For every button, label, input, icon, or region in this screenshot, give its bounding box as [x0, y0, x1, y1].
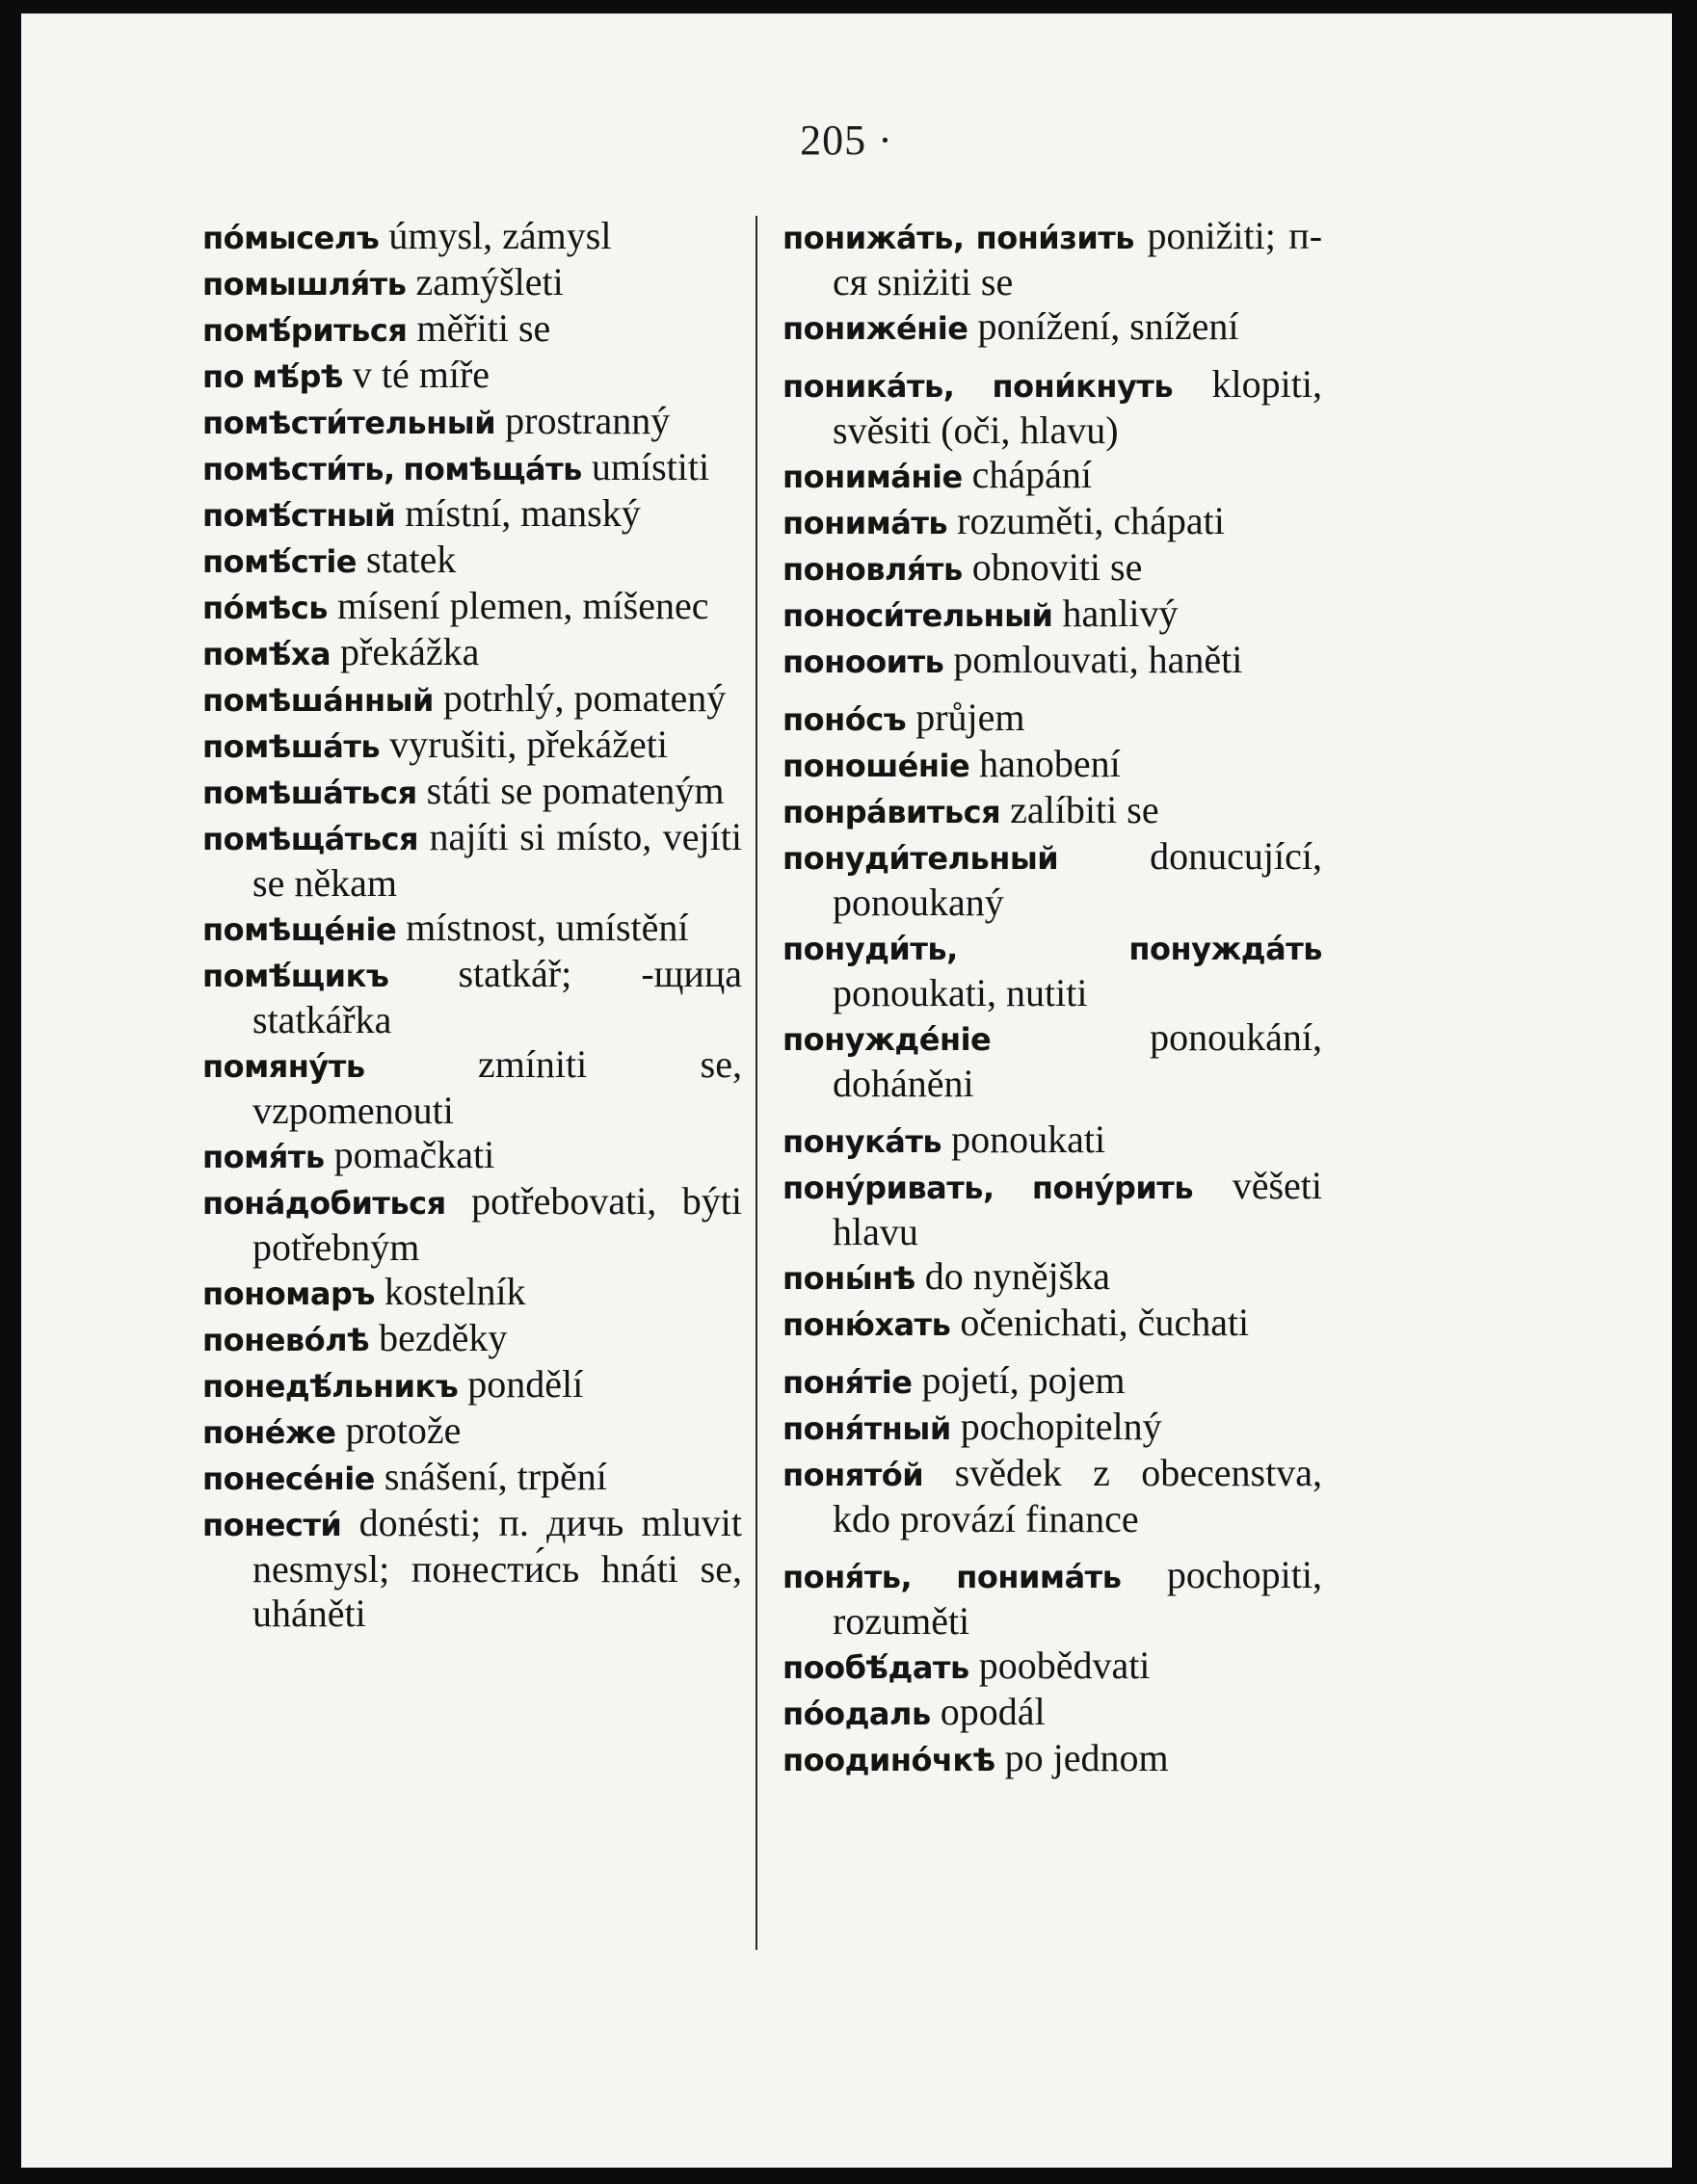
entry-translation: najíti si místo, vejíti se někam: [252, 815, 742, 905]
dictionary-entry: [202, 260, 742, 306]
dictionary-entry: [202, 1270, 742, 1316]
entry-translation: úmysl, zámysl: [388, 214, 612, 257]
entry-headword: помяну́ть: [202, 1048, 365, 1085]
entry-translation: rozuměti, chápati: [957, 499, 1225, 542]
entry-translation: věšeti hlavu: [833, 1164, 1323, 1253]
entry-headword: помя́ть: [202, 1139, 325, 1175]
entry-headword: понима́ніе: [782, 459, 963, 495]
entry-headword: понима́ть: [782, 505, 948, 541]
dictionary-entry: [782, 1690, 1322, 1736]
entry-headword: помѣсти́тельный: [202, 405, 496, 441]
entry-headword: поноси́тельный: [782, 597, 1053, 634]
dictionary-entry: [202, 1455, 742, 1501]
entry-translation: pondělí: [467, 1362, 584, 1406]
entry-translation: ponoukati: [951, 1118, 1106, 1161]
dictionary-entry: [782, 788, 1322, 834]
dictionary-entry: [202, 584, 742, 630]
entry-headword: помѣша́ть: [202, 728, 381, 765]
dictionary-entry: [782, 1301, 1322, 1347]
entry-headword: поню́хать: [782, 1306, 951, 1343]
dictionary-entry: [782, 925, 1322, 1015]
dictionary-entry: [202, 538, 742, 584]
dictionary-entry: [782, 1451, 1322, 1541]
entry-headword: по мѣ́рѣ: [202, 358, 343, 395]
dictionary-entry: [782, 834, 1322, 925]
dictionary-entry: [782, 304, 1322, 351]
dictionary-entry: [782, 499, 1322, 545]
entry-headword: помѣще́ніе: [202, 911, 397, 948]
entry-translation: státi se pomateným: [426, 769, 725, 812]
entry-translation: ponoukati, nutiti: [833, 971, 1088, 1014]
dictionary-entry: [782, 453, 1322, 499]
entry-headword: помѣсти́ть, помѣща́ть: [202, 451, 582, 487]
entry-translation: potřebovati, býti potřebným: [252, 1179, 742, 1269]
entry-translation: po jednom: [1004, 1736, 1169, 1779]
entry-headword: поня́тіе: [782, 1364, 913, 1401]
dictionary-entry: [202, 723, 742, 769]
entry-headword: понято́й: [782, 1457, 924, 1493]
dictionary-page: [21, 13, 1672, 2168]
dictionary-entry: [202, 630, 742, 676]
dictionary-entry: [782, 1164, 1322, 1254]
entry-translation: ponížení, snížení: [977, 304, 1239, 348]
entry-translation: zamýšleti: [415, 260, 564, 303]
entry-translation: místnost, umístění: [406, 906, 689, 949]
dictionary-entry: [202, 399, 742, 445]
entry-headword: понево́лѣ: [202, 1322, 370, 1358]
entry-translation: statkář; -щица statkářka: [252, 952, 742, 1041]
entry-translation: umístiti: [591, 445, 710, 488]
entry-translation: chápání: [971, 453, 1093, 496]
entry-headword: поноше́ніе: [782, 748, 970, 784]
entry-headword: помѣ́риться: [202, 312, 408, 349]
entry-headword: помѣ́стный: [202, 497, 396, 534]
entry-headword: понуди́ть, понужда́ть: [782, 931, 1322, 967]
entry-translation: pojetí, pojem: [921, 1358, 1126, 1402]
entry-translation: obnoviti se: [971, 545, 1143, 589]
dictionary-entry: [202, 952, 742, 1042]
entry-translation: prostranný: [505, 399, 671, 442]
dictionary-entry: [202, 676, 742, 723]
entry-headword: поня́ть, понима́ть: [782, 1559, 1122, 1595]
dictionary-entry: [782, 1405, 1322, 1451]
entry-headword: пону́ривать, пону́рить: [782, 1170, 1194, 1206]
entry-headword: пона́добиться: [202, 1185, 446, 1222]
entry-translation: svědek z obecenstva, kdo provází finance: [833, 1451, 1322, 1540]
dictionary-entry: [782, 1015, 1322, 1106]
entry-headword: поне́же: [202, 1414, 336, 1451]
entry-translation: hanobení: [979, 742, 1121, 785]
dictionary-entry: [782, 1736, 1322, 1782]
entry-translation: průjem: [915, 696, 1025, 739]
dictionary-entry: [202, 1316, 742, 1362]
entry-translation: kostelník: [384, 1270, 526, 1313]
dictionary-entry: [782, 362, 1322, 453]
entry-translation: měřiti se: [416, 306, 551, 350]
dictionary-entry: [782, 1358, 1322, 1405]
dictionary-entry: [782, 214, 1322, 304]
entry-headword: поновля́ть: [782, 551, 963, 588]
entry-headword: помѣ́щикъ: [202, 958, 389, 994]
dictionary-entry: [202, 1042, 742, 1133]
dictionary-entry: [202, 906, 742, 952]
entry-translation: klopiti, svěsiti (oči, hlavu): [833, 362, 1322, 452]
entry-translation: v té míře: [352, 353, 491, 396]
dictionary-entry: [782, 1553, 1322, 1644]
entry-translation: poobědvati: [978, 1644, 1151, 1687]
entry-headword: пониже́ніе: [782, 310, 968, 347]
entry-headword: понедѣ́льникъ: [202, 1368, 459, 1405]
dictionary-entry: [202, 769, 742, 815]
entry-headword: понижа́ть, пони́зить: [782, 220, 1135, 256]
dictionary-entry: [782, 742, 1322, 788]
entry-headword: помѣ́стіе: [202, 543, 357, 580]
entry-headword: по́мѣсь: [202, 590, 328, 626]
entry-translation: statek: [365, 538, 457, 581]
entry-headword: поно́съ: [782, 701, 907, 738]
dictionary-entry: [202, 1133, 742, 1179]
entry-translation: hanlivý: [1062, 592, 1179, 635]
entry-translation: pomačkati: [333, 1133, 495, 1176]
entry-headword: понужде́ніе: [782, 1021, 992, 1058]
left-column: [202, 214, 742, 1636]
entry-translation: do nynějška: [924, 1254, 1110, 1298]
entry-translation: mísení plemen, míšenec: [337, 584, 709, 627]
dictionary-entry: [202, 1408, 742, 1455]
entry-headword: поодино́чкѣ: [782, 1742, 995, 1778]
dictionary-entry: [202, 445, 742, 491]
scan-left-edge: [0, 0, 21, 2184]
entry-translation: zmíniti se, vzpomenouti: [252, 1042, 742, 1132]
entry-translation: pochopitelný: [960, 1405, 1162, 1448]
dictionary-entry: [202, 1362, 742, 1408]
entry-headword: понесе́ніе: [202, 1460, 375, 1497]
entry-translation: bezděky: [379, 1316, 508, 1359]
entry-translation: očenichati, čuchati: [960, 1301, 1250, 1344]
column-divider: [756, 216, 757, 1950]
dictionary-entry: [782, 696, 1322, 742]
entry-headword: поны́нѣ: [782, 1260, 915, 1297]
entry-headword: пономаръ: [202, 1276, 375, 1312]
page-number: 205 ·: [800, 117, 893, 164]
dictionary-entry: [202, 815, 742, 906]
entry-translation: zalíbiti se: [1010, 788, 1159, 831]
entry-headword: помышля́ть: [202, 266, 407, 303]
entry-headword: понести́: [202, 1507, 342, 1543]
dictionary-entry: [782, 638, 1322, 684]
entry-translation: snášení, trpění: [384, 1455, 607, 1498]
dictionary-entry: [202, 491, 742, 538]
entry-translation: ponoukání, doháněni: [833, 1015, 1322, 1105]
entry-headword: поника́ть, пони́кнуть: [782, 368, 1174, 405]
dictionary-entry: [782, 592, 1322, 638]
entry-translation: pochopiti, rozuměti: [833, 1553, 1323, 1643]
entry-headword: пообѣ́дать: [782, 1649, 969, 1686]
entry-translation: opodál: [940, 1690, 1046, 1733]
entry-headword: понуди́тельный: [782, 840, 1059, 877]
dictionary-entry: [782, 545, 1322, 592]
dictionary-entry: [202, 353, 742, 399]
entry-headword: помѣща́ться: [202, 821, 419, 857]
entry-translation: překážka: [340, 630, 480, 673]
entry-translation: ponižiti; п-ся sniżiti se: [833, 214, 1323, 303]
entry-translation: vyrušiti, překážeti: [389, 723, 668, 766]
entry-translation: donucující, ponoukaný: [833, 834, 1322, 924]
right-column: [782, 214, 1322, 1782]
entry-translation: pomlouvati, haněti: [953, 638, 1243, 681]
entry-headword: помѣша́ться: [202, 775, 417, 811]
dictionary-entry: [782, 1644, 1322, 1690]
dictionary-entry: [202, 306, 742, 353]
entry-headword: помѣша́нный: [202, 682, 434, 719]
dictionary-entry: [202, 1501, 742, 1636]
entry-headword: понооить: [782, 644, 944, 680]
dictionary-entry: [202, 1179, 742, 1270]
entry-translation: potrhlý, pomatený: [442, 676, 727, 720]
entry-translation: donésti; п. дичь mluvit nesmysl; понести́сь hnáti se, uháněti: [252, 1501, 743, 1635]
dictionary-entry: [202, 214, 742, 260]
entry-translation: protože: [345, 1408, 462, 1452]
dictionary-entry: [782, 1118, 1322, 1164]
dictionary-entry: [782, 1254, 1322, 1301]
entry-translation: místní, manský: [405, 491, 641, 535]
entry-headword: помѣ́ха: [202, 636, 331, 672]
entry-headword: поня́тный: [782, 1410, 951, 1447]
entry-headword: понра́виться: [782, 794, 1001, 830]
entry-headword: по́одаль: [782, 1696, 931, 1732]
entry-headword: по́мыселъ: [202, 220, 380, 256]
entry-headword: понука́ть: [782, 1123, 942, 1160]
